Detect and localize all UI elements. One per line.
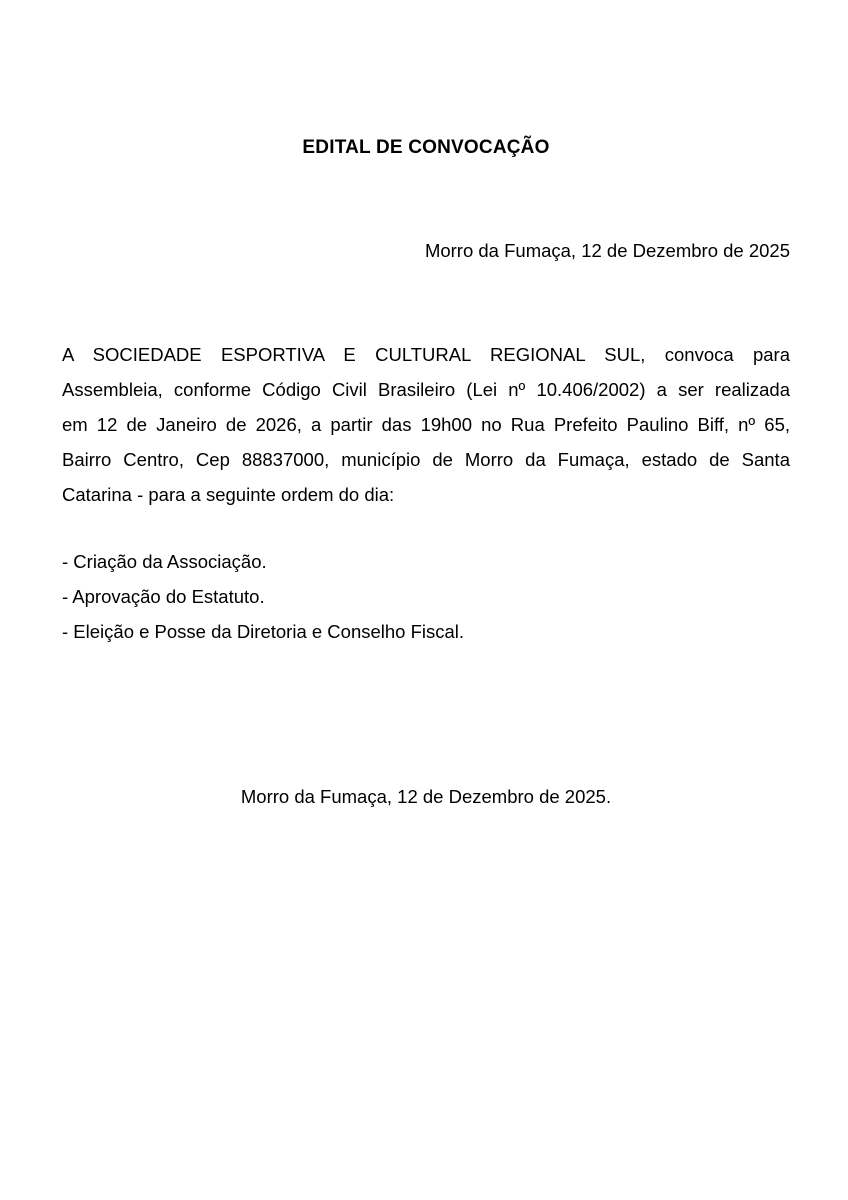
- body-line: em 12 de Janeiro de 2026, a partir das 19h00 no Rua Prefeito Paulino Biff, nº 65,: [62, 414, 790, 435]
- agenda-list: [62, 544, 790, 649]
- dateline-bottom: Morro da Fumaça, 12 de Dezembro de 2025.: [240, 786, 612, 807]
- body-line: A SOCIEDADE ESPORTIVA E CULTURAL REGIONAL SUL, convoca para: [62, 344, 790, 365]
- dateline-top: Morro da Fumaça, 12 de Dezembro de 2025: [424, 240, 790, 261]
- body-line: Assembleia, conforme Código Civil Brasileiro (Lei nº 10.406/2002) a ser realizada: [62, 379, 790, 400]
- body-line: Catarina - para a seguinte ordem do dia:: [62, 484, 395, 505]
- document-title: EDITAL DE CONVOCAÇÃO: [302, 137, 550, 158]
- agenda-item: - Criação da Associação.: [62, 551, 267, 572]
- body-line: Bairro Centro, Cep 88837000, município de Morro da Fumaça, estado de Santa: [62, 449, 790, 470]
- body-paragraph: [62, 337, 790, 512]
- agenda-item: - Eleição e Posse da Diretoria e Conselho Fiscal.: [62, 621, 465, 642]
- agenda-item: - Aprovação do Estatuto.: [62, 586, 265, 607]
